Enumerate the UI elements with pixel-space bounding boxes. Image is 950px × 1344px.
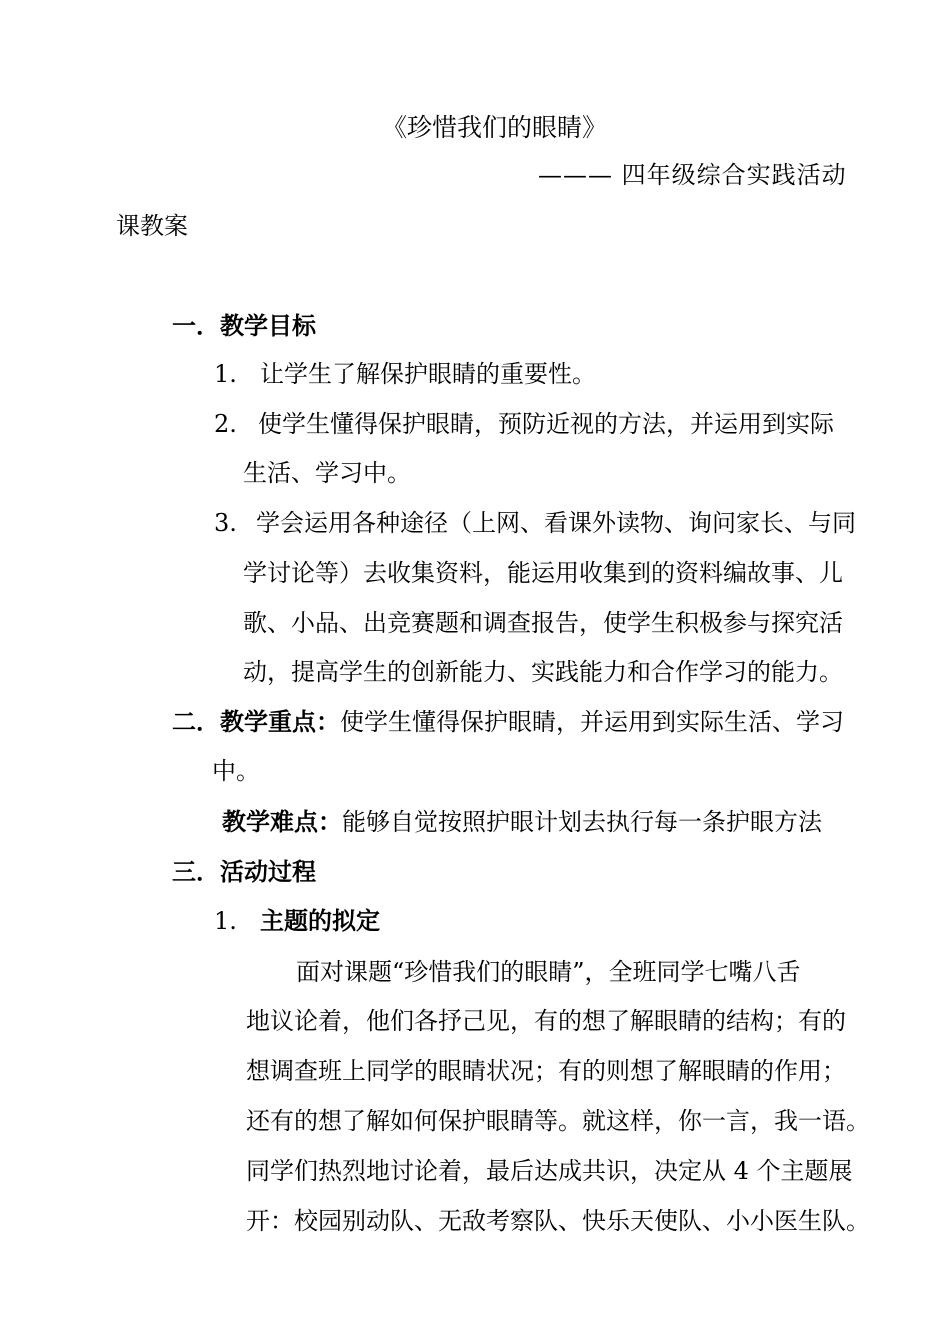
- document-title: 《珍惜我们的眼睛》: [382, 113, 608, 142]
- teaching-focus: [172, 706, 844, 738]
- goal-item-1: [214, 358, 596, 390]
- goal-item-3-line-2: 学讨论等）去收集资料，能运用收集到的资料编故事、儿: [243, 559, 843, 587]
- subsection-topic-setting-number: 1.: [214, 907, 237, 935]
- paragraph-line: 同学们热烈地讨论着，最后达成共识，决定从 4 个主题展: [246, 1157, 853, 1185]
- paragraph-line: 面对课题“珍惜我们的眼睛”，全班同学七嘴八舌: [296, 958, 801, 986]
- document-subtitle: ——— 四年级综合实践活动: [538, 161, 847, 189]
- goal-item-2-continued: 生活、学习中。: [243, 459, 411, 487]
- goal-item-2-text: 使学生懂得保护眼睛，预防近视的方法，并运用到实际: [258, 410, 834, 438]
- teaching-difficulty: [222, 806, 822, 838]
- teaching-difficulty-text: 能够自觉按照护眼计划去执行每一条护眼方法: [342, 808, 822, 836]
- paragraph-line: 想调查班上同学的眼睛状况；有的则想了解眼睛的作用；: [246, 1057, 846, 1085]
- goal-item-3-number: 3.: [214, 509, 237, 537]
- goal-item-1-text: 让学生了解保护眼睛的重要性。: [260, 360, 596, 388]
- teaching-focus-text: 使学生懂得保护眼睛，并运用到实际生活、学习: [340, 708, 844, 736]
- section-heading-teaching-focus: 二．教学重点：: [172, 708, 340, 736]
- goal-item-3-line-3: 歌、小品、出竞赛题和调查报告，使学生积极参与探究活: [243, 609, 843, 637]
- goal-item-2: [214, 408, 834, 440]
- paragraph-line: 还有的想了解如何保护眼睛等。就这样，你一言，我一语。: [246, 1107, 870, 1135]
- goal-item-3-line-4: 动，提高学生的创新能力、实践能力和合作学习的能力。: [243, 658, 843, 686]
- goal-item-1-number: 1.: [214, 360, 237, 388]
- teaching-difficulty-label: 教学难点：: [222, 808, 342, 836]
- section-heading-activity-process: 三．活动过程: [172, 858, 316, 886]
- section-heading-teaching-goals: 一．教学目标: [172, 312, 316, 340]
- document-subtitle-continued: 课教案: [116, 212, 188, 240]
- goal-item-3-text: 学会运用各种途径（上网、看课外读物、询问家长、与同: [256, 509, 856, 537]
- paragraph-line: 开：校园别动队、无敌考察队、快乐天使队、小小医生队。: [246, 1207, 870, 1235]
- subsection-topic-setting-heading: 主题的拟定: [260, 907, 380, 935]
- paragraph-line: 地议论着，他们各抒己见，有的想了解眼睛的结构；有的: [246, 1007, 846, 1035]
- goal-item-3: [214, 507, 856, 539]
- goal-item-2-number: 2.: [214, 410, 237, 438]
- subsection-topic-setting: [214, 905, 380, 937]
- teaching-focus-continued: 中。: [212, 757, 260, 785]
